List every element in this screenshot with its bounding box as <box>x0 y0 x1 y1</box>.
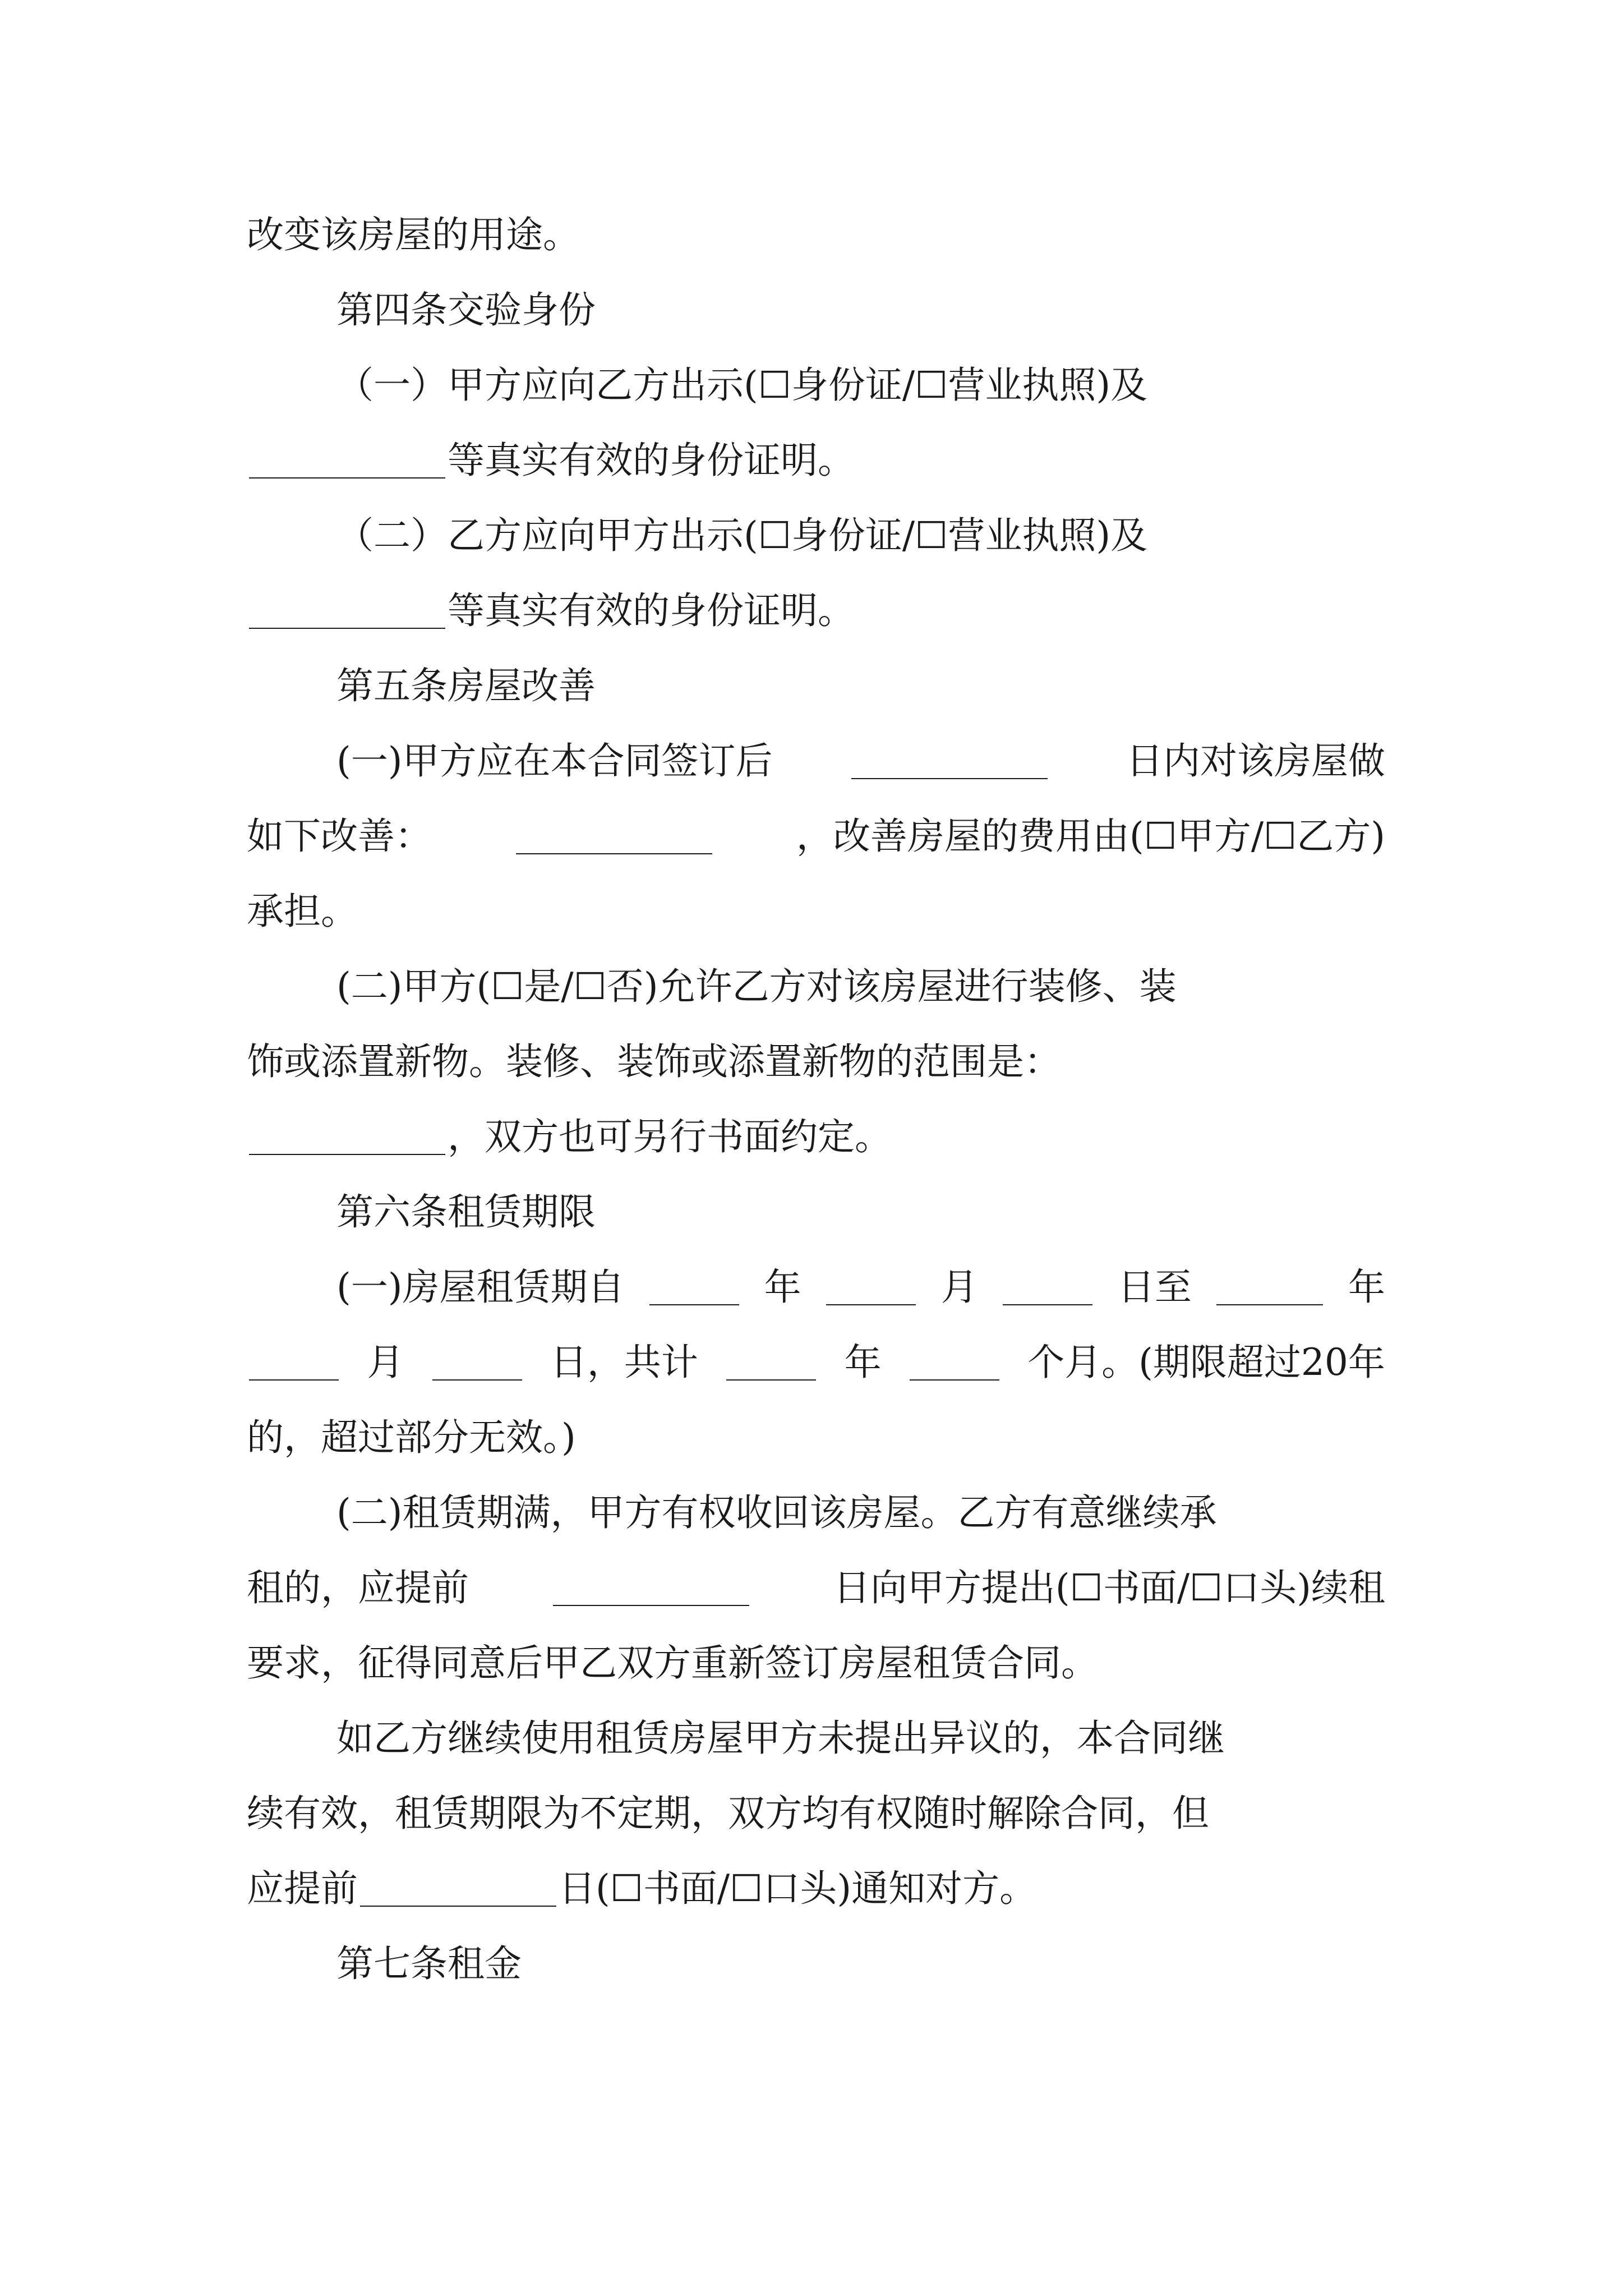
text-segment: 个月。(期限超过20年 <box>1027 1341 1385 1384</box>
text-segment: (二)租赁期满，甲方有权收回该房屋。乙方有意继续承 <box>336 1491 1217 1534</box>
text-segment: 日至 <box>1117 1266 1192 1309</box>
text-line <box>247 799 1385 874</box>
text-line <box>247 498 1385 573</box>
text-line <box>247 724 1385 799</box>
text-line <box>247 1550 1385 1626</box>
fill-in-blank[interactable] <box>249 472 445 478</box>
text-line <box>247 1776 1385 1851</box>
text-segment: 月 <box>367 1341 404 1384</box>
fill-in-blank[interactable] <box>649 1299 739 1305</box>
text-line <box>247 1099 1385 1175</box>
text-segment: （二）乙方应向甲方出示(☐身份证/☐营业执照)及 <box>336 514 1148 557</box>
text-line <box>247 1475 1385 1550</box>
text-segment: 要求，征得同意后甲乙双方重新签订房屋租赁合同。 <box>247 1641 1098 1685</box>
contract-body <box>247 197 1385 2001</box>
fill-in-blank[interactable] <box>1216 1299 1323 1305</box>
text-segment: 承担。 <box>247 890 358 933</box>
fill-in-blank[interactable] <box>360 1900 556 1907</box>
text-line <box>247 1926 1385 2001</box>
text-segment: 如下改善： <box>247 815 432 858</box>
text-segment: 日内对该房屋做 <box>1126 739 1385 783</box>
fill-in-blank[interactable] <box>910 1374 999 1381</box>
text-segment: 第七条租金 <box>336 1942 522 1985</box>
text-line <box>247 423 1385 498</box>
text-line <box>247 1851 1385 1926</box>
text-segment: 年 <box>844 1341 882 1384</box>
fill-in-blank[interactable] <box>249 622 445 629</box>
text-segment: 的，超过部分无效。) <box>247 1416 576 1459</box>
fill-in-blank[interactable] <box>553 1599 749 1606</box>
text-segment: 日向甲方提出(☐书面/☐口头)续租 <box>833 1566 1385 1609</box>
fill-in-blank[interactable] <box>249 1148 445 1155</box>
text-segment: 第四条交验身份 <box>336 288 596 332</box>
text-line <box>247 1250 1385 1325</box>
text-segment: 等真实有效的身份证明。 <box>448 589 855 632</box>
text-segment: 如乙方继续使用租赁房屋甲方未提出异议的，本合同继 <box>336 1717 1225 1760</box>
text-line <box>247 949 1385 1024</box>
text-segment: 年 <box>1348 1266 1385 1309</box>
text-segment: 租的，应提前 <box>247 1566 469 1609</box>
text-segment: (一)甲方应在本合同签订后 <box>336 739 773 783</box>
fill-in-blank[interactable] <box>516 848 712 854</box>
fill-in-blank[interactable] <box>432 1374 522 1381</box>
text-line <box>247 1701 1385 1776</box>
text-segment: (二)甲方(☐是/☐否)允许乙方对该房屋进行装修、装 <box>336 965 1177 1008</box>
fill-in-blank[interactable] <box>249 1374 339 1381</box>
text-line <box>247 1175 1385 1250</box>
text-segment: (一)房屋租赁期自 <box>336 1266 625 1309</box>
text-line <box>247 197 1385 273</box>
text-segment: 改变该房屋的用途。 <box>247 213 580 256</box>
text-line <box>247 874 1385 949</box>
text-segment: 续有效，租赁期限为不定期，双方均有权随时解除合同，但 <box>247 1792 1209 1835</box>
text-segment: （一）甲方应向乙方出示(☐身份证/☐营业执照)及 <box>336 364 1148 407</box>
text-line <box>247 348 1385 423</box>
text-segment: 日，共计 <box>550 1341 698 1384</box>
text-segment: 日(☐书面/☐口头)通知对方。 <box>559 1867 1037 1910</box>
text-line <box>247 273 1385 348</box>
text-line <box>247 648 1385 724</box>
fill-in-blank[interactable] <box>851 772 1048 779</box>
fill-in-blank[interactable] <box>1003 1299 1092 1305</box>
text-segment: ，改善房屋的费用由(☐甲方/☐乙方) <box>796 815 1385 858</box>
text-segment: ，双方也可另行书面约定。 <box>448 1115 892 1158</box>
fill-in-blank[interactable] <box>826 1299 916 1305</box>
fill-in-blank[interactable] <box>726 1374 816 1381</box>
text-segment: 应提前 <box>247 1867 358 1910</box>
text-line <box>247 1325 1385 1400</box>
text-segment: 月 <box>940 1266 978 1309</box>
text-line <box>247 1024 1385 1099</box>
text-segment: 饰或添置新物。装修、装饰或添置新物的范围是： <box>247 1040 1061 1083</box>
text-line <box>247 1400 1385 1475</box>
text-segment: 等真实有效的身份证明。 <box>448 439 855 482</box>
text-line <box>247 1626 1385 1701</box>
text-line <box>247 573 1385 648</box>
text-segment: 第五条房屋改善 <box>336 664 596 707</box>
text-segment: 年 <box>764 1266 801 1309</box>
text-segment: 第六条租赁期限 <box>336 1190 596 1234</box>
